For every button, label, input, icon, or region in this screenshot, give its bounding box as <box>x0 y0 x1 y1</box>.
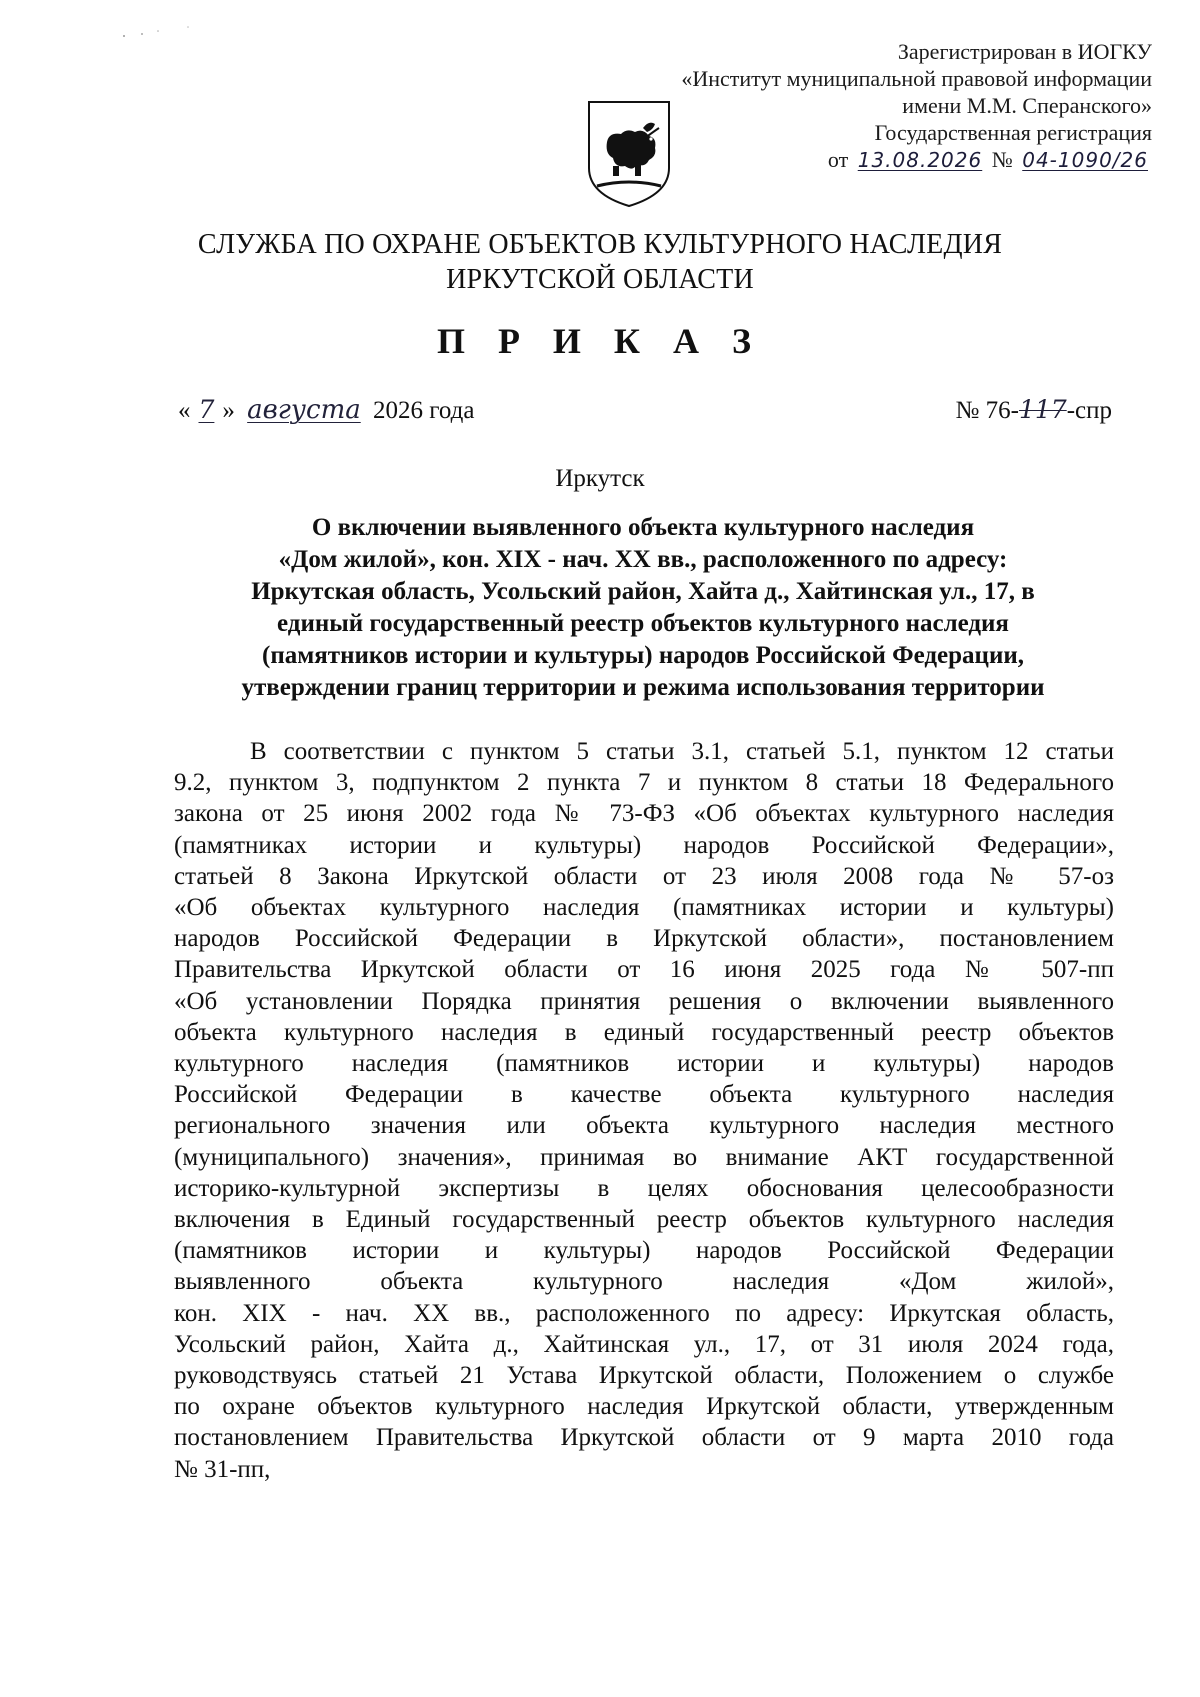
body-line: кон. XIX - нач. XX вв., расположенного по адресу: Иркутская область, <box>174 1299 1114 1327</box>
body-line: руководствуясь статьей 21 Устава Иркутской области, Положением о службе <box>174 1362 1114 1390</box>
subject-line: единый государственный реестр объектов культурного наследия <box>277 610 1009 637</box>
order-date <box>178 395 474 425</box>
registration-number-handwritten: 04-1090/26 <box>1022 148 1148 172</box>
registration-line-1: Зарегистрирован в ИОГКУ <box>897 39 1152 64</box>
organization-name-line-1: СЛУЖБА ПО ОХРАНЕ ОБЪЕКТОВ КУЛЬТУРНОГО НАСЛЕДИЯ <box>197 229 1003 260</box>
document-title: П Р И К А З <box>436 321 764 361</box>
order-number-handwritten: 117 <box>1018 395 1067 424</box>
body-line: историко-культурной экспертизы в целях обоснования целесообразности <box>174 1174 1114 1202</box>
body-line: В соответствии с пунктом 5 статьи 3.1, статьей 5.1, пунктом 12 статьи <box>250 738 1114 765</box>
registration-date-prefix: от <box>827 147 849 172</box>
date-month-handwritten: августа <box>247 395 361 425</box>
registration-line-2: «Институт муниципальной правовой информации <box>681 66 1152 91</box>
subject-line: Иркутская область, Усольский район, Хайта д., Хайтинская ул., 17, в <box>251 578 1035 605</box>
subject-line: (памятников истории и культуры) народов Российской Федерации, <box>262 642 1024 669</box>
body-line: объекта культурного наследия в единый государственный реестр объектов <box>174 1018 1114 1046</box>
registration-line-3: имени М.М. Сперанского» <box>902 93 1152 118</box>
body-line: № 31-пп, <box>174 1455 271 1483</box>
body-line: выявленного объекта культурного наследия «Дом жилой», <box>174 1268 1114 1296</box>
order-number-suffix: -спр <box>1066 397 1112 424</box>
date-close-quote: » <box>222 397 235 424</box>
date-open-quote: « <box>178 397 191 424</box>
subject-line: «Дом жилой», кон. XIX - нач. XX вв., расположенного по адресу: <box>278 546 1008 573</box>
body-line: «Об объектах культурного наследия (памятниках истории и культуры) <box>174 894 1114 922</box>
body-line: Российской Федерации в качестве объекта культурного наследия <box>174 1081 1114 1109</box>
date-year: 2026 года <box>372 397 475 424</box>
body-line: (памятниках истории и культуры) народов Российской Федерации», <box>174 831 1114 859</box>
registration-stamp <box>592 38 1152 174</box>
body-line: культурного наследия (памятников истории и культуры) народов <box>174 1050 1114 1078</box>
body-line: «Об установлении Порядка принятия решения о включении выявленного <box>174 987 1114 1015</box>
order-subject <box>178 512 1108 704</box>
irkutsk-coat-of-arms-icon <box>583 98 675 210</box>
city-name: Иркутск <box>555 465 645 492</box>
organization-name-line-2: ИРКУТСКОЙ ОБЛАСТИ <box>446 264 754 295</box>
body-line: статьей 8 Закона Иркутской области от 23 июля 2008 года № 57-оз <box>174 862 1114 890</box>
body-line: закона от 25 июня 2002 года № 73-ФЗ «Об объектах культурного наследия <box>174 800 1114 828</box>
registration-line-4: Государственная регистрация <box>874 120 1152 145</box>
order-number-prefix: № 76- <box>955 397 1019 424</box>
preamble-paragraph <box>174 736 1114 1485</box>
registration-date-handwritten: 13.08.2026 <box>857 148 983 172</box>
order-number <box>956 395 1112 425</box>
body-line: по охране объектов культурного наследия Иркутской области, утвержденным <box>174 1393 1114 1421</box>
body-line: Правительства Иркутской области от 16 июня 2025 года № 507-пп <box>174 956 1114 984</box>
body-line: (муниципального) значения», принимая во внимание АКТ государственной <box>174 1143 1114 1171</box>
subject-line: утверждении границ территории и режима использования территории <box>241 674 1045 701</box>
subject-line: О включении выявленного объекта культурного наследия <box>311 514 975 541</box>
date-day-handwritten: 7 <box>198 395 215 424</box>
body-line: регионального значения или объекта культурного наследия местного <box>174 1112 1114 1140</box>
registration-date-number-line <box>592 146 1152 174</box>
body-line: народов Российской Федерации в Иркутской области», постановлением <box>174 925 1114 953</box>
organization-header <box>0 227 1200 297</box>
registration-number-prefix: № <box>991 147 1013 172</box>
body-line: постановлением Правительства Иркутской области от 9 марта 2010 года <box>174 1424 1114 1452</box>
body-line: 9.2, пунктом 3, подпунктом 2 пункта 7 и пунктом 8 статьи 18 Федерального <box>174 769 1114 797</box>
scan-specks <box>120 22 220 42</box>
body-line: Усольский район, Хайта д., Хайтинская ул., 17, от 31 июля 2024 года, <box>174 1330 1114 1358</box>
body-line: включения в Единый государственный реестр объектов культурного наследия <box>174 1206 1114 1234</box>
body-line: (памятников истории и культуры) народов Российской Федерации <box>174 1237 1114 1265</box>
